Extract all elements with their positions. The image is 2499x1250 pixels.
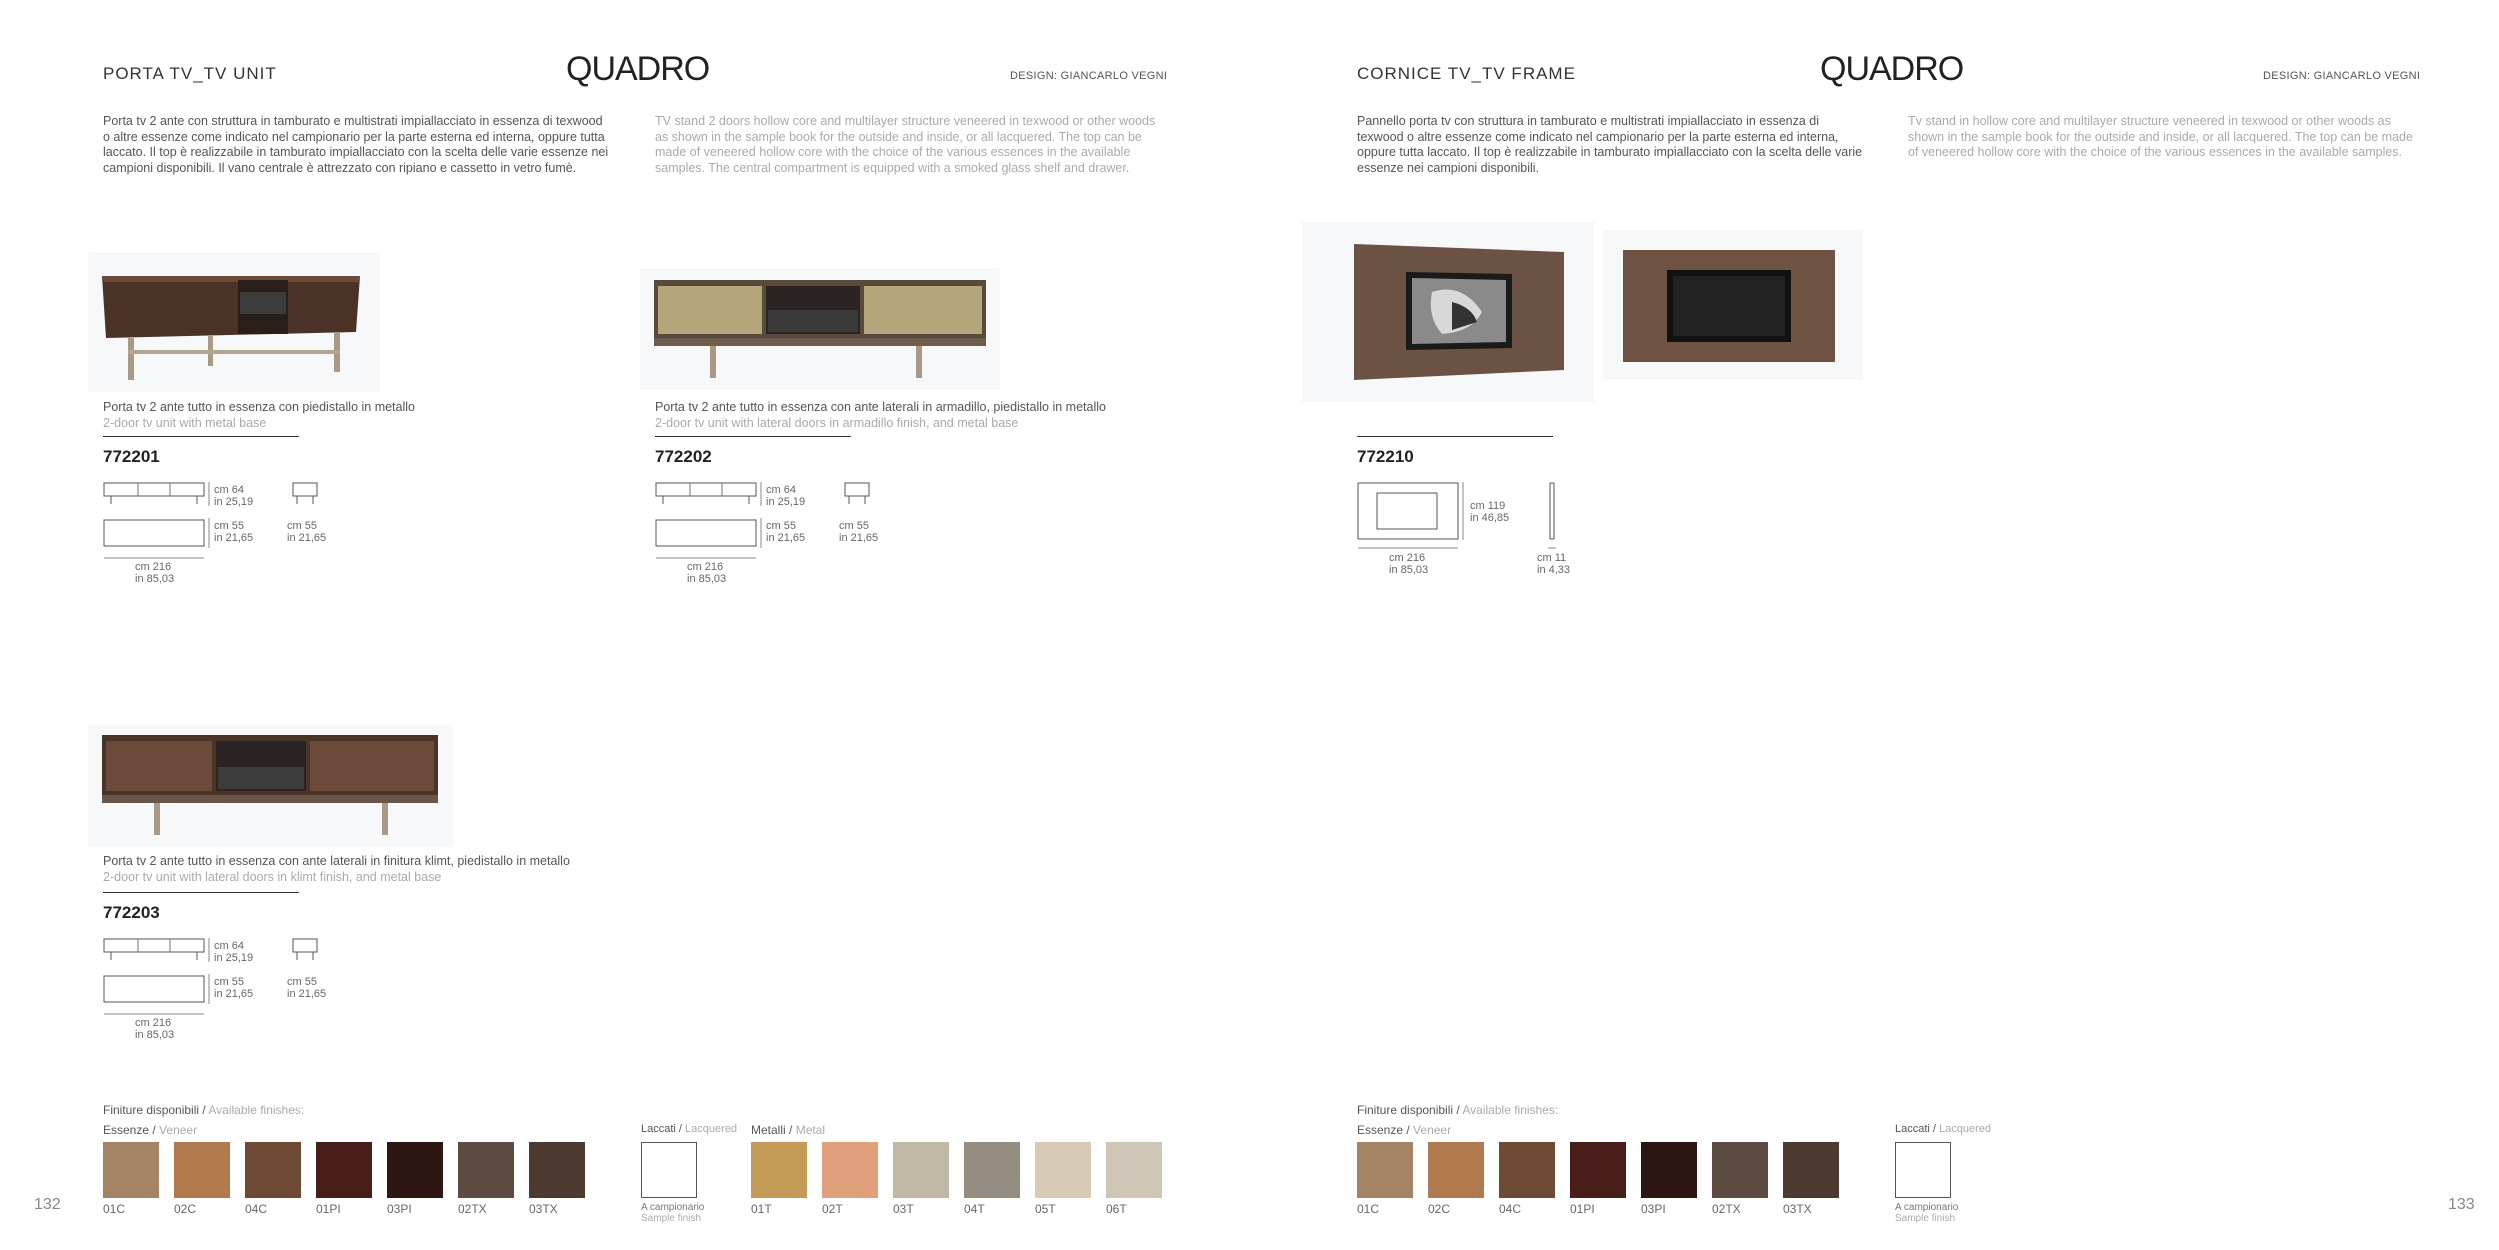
veneer-swatch-03tx[interactable] — [529, 1142, 585, 1216]
lacquer-sample-label-en: Sample finish — [1895, 1213, 1956, 1224]
metal-swatch-02t[interactable] — [822, 1142, 878, 1216]
lacquer-sample-label: A campionario — [1895, 1202, 1959, 1213]
dim-depth: cm 55 in 21,65 — [214, 976, 254, 1000]
divider — [1357, 436, 1553, 437]
description-italian: Pannello porta tv con struttura in tamburato e multistrati impiallacciato in essenza di texwood o altre essenze come indicato nel campionario per la parte esterna ed interna, oppure tutta laccato. Il top è realizzabile in tamburato impiallacciato con la scelta delle varie essenze nei campioni disponibili. — [1357, 114, 1863, 175]
designer-credit: DESIGN: GIANCARLO VEGNI — [1010, 70, 1168, 82]
swatch-color — [1712, 1142, 1768, 1198]
caption-italian: Porta tv 2 ante tutto in essenza con ante laterali in finitura klimt, piedistallo in metallo — [103, 854, 570, 868]
lacquer-heading: Laccati / Lacquered — [641, 1123, 738, 1135]
swatch-color — [1783, 1142, 1839, 1198]
swatch-color — [1499, 1142, 1555, 1198]
swatch-color — [174, 1142, 230, 1198]
product-code: 772202 — [655, 447, 712, 466]
veneer-swatch-03pi[interactable] — [1641, 1142, 1697, 1216]
swatch-code: 06T — [1106, 1202, 1127, 1216]
swatch-color — [316, 1142, 372, 1198]
dim-height: cm 64 in 25,19 — [766, 484, 806, 508]
section-title: PORTA TV_TV UNIT — [103, 64, 277, 83]
product-code: 772203 — [103, 903, 160, 922]
veneer-heading: Essenze / Veneer — [1357, 1123, 1452, 1137]
swatch-code: 02TX — [1712, 1202, 1741, 1216]
dim-width: cm 216 in 85,03 — [135, 1017, 175, 1041]
product-code: 772210 — [1357, 447, 1414, 466]
page-number: 133 — [2448, 1196, 2475, 1213]
swatch-color — [822, 1142, 878, 1198]
dim-side-depth: cm 55 in 21,65 — [287, 976, 327, 1000]
veneer-swatch-02tx[interactable] — [1712, 1142, 1768, 1216]
veneer-swatch-01c[interactable] — [103, 1142, 159, 1216]
swatch-code: 03T — [893, 1202, 914, 1216]
swatch-code: 02T — [822, 1202, 843, 1216]
swatch-code: 04T — [964, 1202, 985, 1216]
dim-depth: cm 55 in 21,65 — [214, 520, 254, 544]
lacquer-swatch — [641, 1142, 704, 1224]
page-number: 132 — [34, 1196, 61, 1213]
product-caption-772202 — [655, 400, 1155, 430]
metal-swatch-06t[interactable] — [1106, 1142, 1162, 1216]
swatch-color — [1035, 1142, 1091, 1198]
dim-depth: cm 11 in 4,33 — [1537, 552, 1571, 576]
swatch-color — [529, 1142, 585, 1198]
metal-swatches — [751, 1142, 1162, 1216]
collection-name: QUADRO — [1820, 50, 1964, 88]
description-italian: Porta tv 2 ante con struttura in tamburato e multistrati impiallacciato in essenza di texwood o altre essenze come indicato nel campionario per la parte esterna ed interna, oppure tutta laccato. Il top è realizzabile in tamburato impiallacciato con la scelta delle varie essenze nei campioni disponibili. Il vano centrale è attrezzato con ripiano e cassetto in vetro fumè. — [103, 114, 609, 175]
swatch-code: 03TX — [529, 1202, 558, 1216]
metal-swatch-03t[interactable] — [893, 1142, 949, 1216]
swatch-color — [1428, 1142, 1484, 1198]
lacquer-sample[interactable] — [1895, 1142, 1951, 1198]
veneer-swatch-02tx[interactable] — [458, 1142, 514, 1216]
dim-width: cm 216 in 85,03 — [1389, 552, 1429, 576]
swatch-code: 04C — [1499, 1202, 1522, 1216]
swatch-code: 01PI — [316, 1202, 341, 1216]
metal-swatch-01t[interactable] — [751, 1142, 807, 1216]
veneer-swatch-01pi[interactable] — [316, 1142, 372, 1216]
swatch-color — [103, 1142, 159, 1198]
veneer-swatch-04c[interactable] — [245, 1142, 301, 1216]
collection-name: QUADRO — [566, 50, 710, 88]
divider — [103, 436, 299, 437]
veneer-heading: Essenze / Veneer — [103, 1123, 198, 1137]
veneer-swatch-03tx[interactable] — [1783, 1142, 1839, 1216]
dim-height: cm 119 in 46,85 — [1470, 500, 1510, 524]
veneer-swatches — [103, 1142, 585, 1216]
veneer-swatch-03pi[interactable] — [387, 1142, 443, 1216]
product-caption-772201 — [103, 400, 423, 430]
lacquer-sample-label-en: Sample finish — [641, 1213, 702, 1224]
veneer-swatch-02c[interactable] — [174, 1142, 230, 1216]
swatch-color — [387, 1142, 443, 1198]
finishes-heading: Finiture disponibili / Available finishes: — [103, 1103, 305, 1117]
product-image-frame-angle — [1603, 230, 1863, 380]
swatch-code: 01T — [751, 1202, 772, 1216]
swatch-code: 01C — [1357, 1202, 1380, 1216]
swatch-code: 05T — [1035, 1202, 1056, 1216]
swatch-code: 02TX — [458, 1202, 487, 1216]
product-image-772201 — [88, 252, 380, 392]
swatch-color — [1641, 1142, 1697, 1198]
designer-credit: DESIGN: GIANCARLO VEGNI — [2263, 70, 2421, 82]
caption-italian: Porta tv 2 ante tutto in essenza con ante laterali in armadillo, piedistallo in metallo — [655, 400, 1106, 414]
dim-side-depth: cm 55 in 21,65 — [839, 520, 879, 544]
swatch-color — [1106, 1142, 1162, 1198]
veneer-swatch-01pi[interactable] — [1570, 1142, 1626, 1216]
description-english: Tv stand in hollow core and multilayer structure veneered in texwood or other woods as shown in the sample book for the outside and inside, or all lacquered. The top can be made of veneered hollow core with the choice of the various essences in the available samples. — [1908, 114, 2413, 159]
swatch-color — [458, 1142, 514, 1198]
caption-english: 2-door tv unit with metal base — [103, 416, 267, 430]
swatch-code: 01C — [103, 1202, 126, 1216]
swatch-code: 03PI — [1641, 1202, 1666, 1216]
swatch-color — [751, 1142, 807, 1198]
product-code: 772201 — [103, 447, 160, 466]
veneer-swatch-02c[interactable] — [1428, 1142, 1484, 1216]
veneer-swatch-01c[interactable] — [1357, 1142, 1413, 1216]
dim-width: cm 216 in 85,03 — [135, 561, 175, 585]
finishes-heading: Finiture disponibili / Available finishes: — [1357, 1103, 1559, 1117]
dim-height: cm 64 in 25,19 — [214, 484, 254, 508]
caption-italian: Porta tv 2 ante tutto in essenza con piedistallo in metallo — [103, 400, 415, 414]
swatch-color — [1570, 1142, 1626, 1198]
metal-swatch-04t[interactable] — [964, 1142, 1020, 1216]
dim-height: cm 64 in 25,19 — [214, 940, 254, 964]
swatch-code: 03PI — [387, 1202, 412, 1216]
swatch-code: 02C — [174, 1202, 197, 1216]
swatch-code: 04C — [245, 1202, 268, 1216]
product-image-772202 — [640, 268, 1000, 390]
swatch-color — [245, 1142, 301, 1198]
description-english: TV stand 2 doors hollow core and multilayer structure veneered in texwood or other woods as shown in the sample book for the outside and inside, or all lacquered. The top can be made of veneered hollow core with the choice of the various essences in the available samples. The central compartment is equipped with a smoked glass shelf and drawer. — [655, 114, 1156, 175]
lacquer-sample[interactable] — [641, 1142, 697, 1198]
swatch-color — [893, 1142, 949, 1198]
veneer-swatches — [1357, 1142, 1839, 1216]
lacquer-swatch — [1895, 1142, 1958, 1224]
product-image-772203 — [88, 725, 453, 847]
dim-side-depth: cm 55 in 21,65 — [287, 520, 327, 544]
swatch-code: 03TX — [1783, 1202, 1812, 1216]
divider — [103, 892, 299, 893]
swatch-color — [964, 1142, 1020, 1198]
veneer-swatch-04c[interactable] — [1499, 1142, 1555, 1216]
metal-swatch-05t[interactable] — [1035, 1142, 1091, 1216]
swatch-color — [1357, 1142, 1413, 1198]
dim-width: cm 216 in 85,03 — [687, 561, 727, 585]
product-image-frame-front — [1302, 222, 1594, 402]
dim-depth: cm 55 in 21,65 — [766, 520, 806, 544]
lacquer-heading: Laccati / Lacquered — [1895, 1123, 1992, 1135]
caption-english: 2-door tv unit with lateral doors in klimt finish, and metal base — [103, 870, 442, 884]
caption-english: 2-door tv unit with lateral doors in armadillo finish, and metal base — [655, 416, 1019, 430]
product-caption-772203 — [103, 854, 603, 884]
swatch-code: 02C — [1428, 1202, 1451, 1216]
divider — [655, 436, 851, 437]
metal-heading: Metalli / Metal — [751, 1123, 826, 1137]
lacquer-sample-label: A campionario — [641, 1202, 705, 1213]
section-title: CORNICE TV_TV FRAME — [1357, 64, 1576, 83]
swatch-code: 01PI — [1570, 1202, 1595, 1216]
